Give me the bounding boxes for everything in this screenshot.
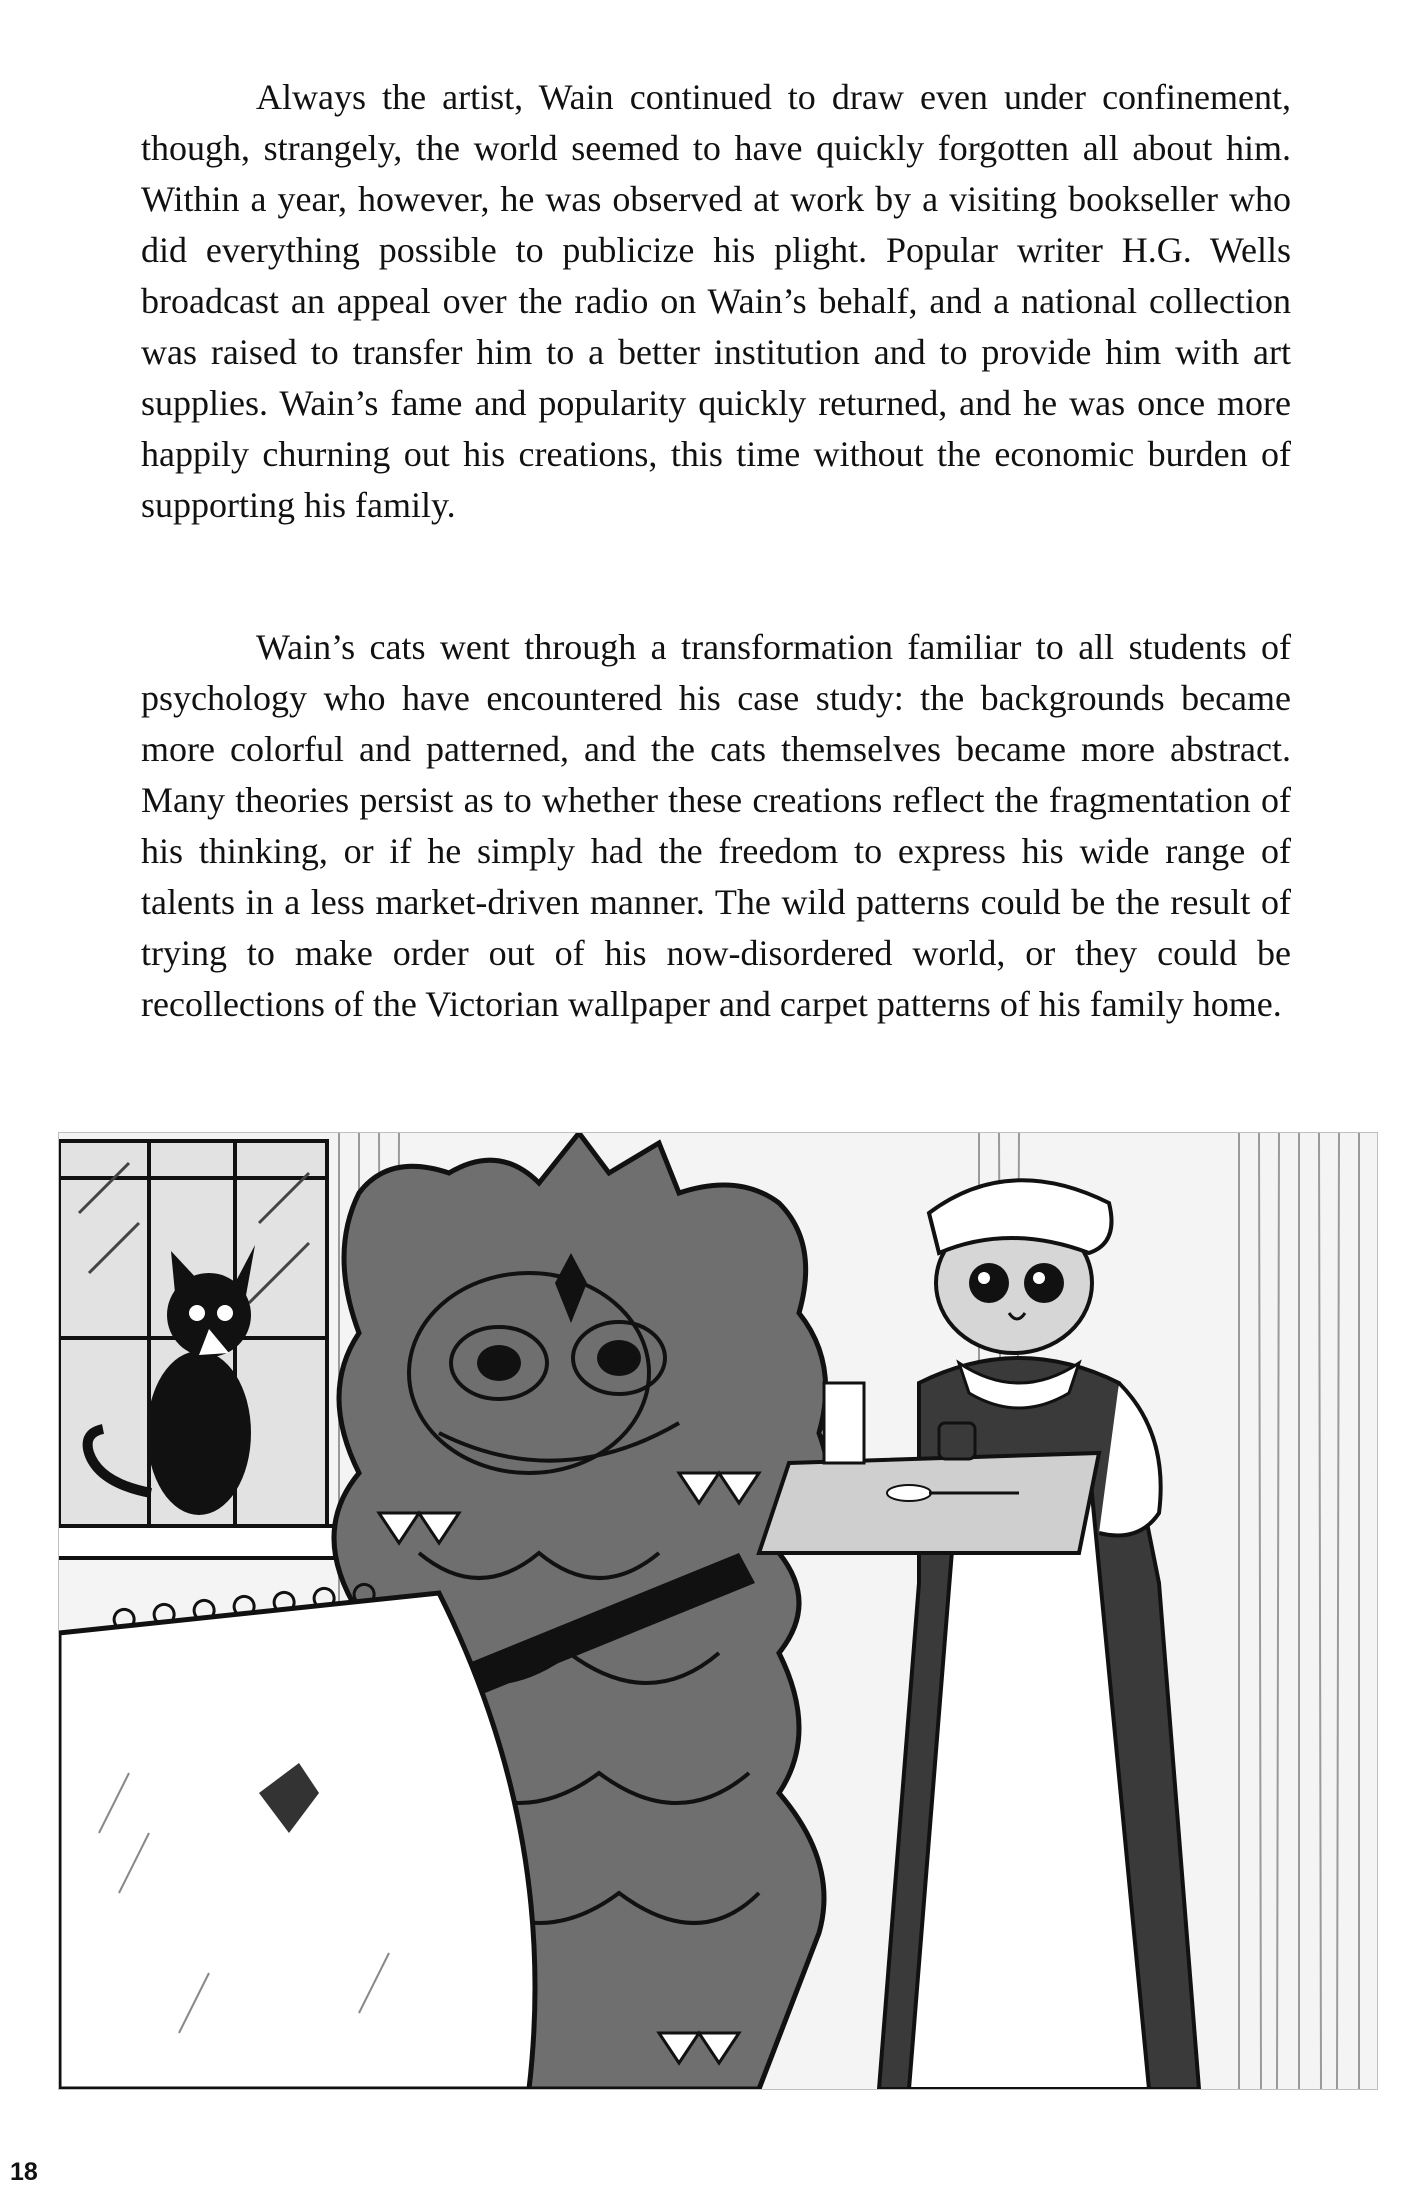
drawing-pad	[59, 1584, 535, 2089]
paragraph-1	[141, 72, 1291, 531]
paragraph-2	[141, 622, 1291, 1030]
paragraph-1-text: Always the artist, Wain continued to draw even under confinement, though, strangely, the world seemed to have quickly forgotten all about him. Within a year, however, he was observed at work by a visiting bookseller who did everything possible to publicize his plight. Popular writer H.G. Wells broadcast an appeal over the radio on Wain’s behalf, and a national collection was raised to transfer him to a better institution and to provide him with art supplies. Wain’s fame and popularity quickly returned, and he was once more happily churning out his creations, this time without the economic burden of supporting his family.	[141, 77, 1291, 525]
page-number: 18	[10, 2158, 38, 2186]
cat-illustration	[58, 1132, 1378, 2090]
paragraph-2-text: Wain’s cats went through a transformation familiar to all students of psychology who have encountered his case study: the backgrounds became more colorful and patterned, and the cats themselves became more abstract. Many theories persist as to whether these creations reflect the fragmentation of his thinking, or if he simply had the freedom to express his wide range of talents in a less market-driven manner. The wild patterns could be the result of trying to make order out of his now-disordered world, or they could be recollections of the Victorian wallpaper and carpet patterns of his family home.	[141, 627, 1291, 1024]
maid-cat	[759, 1180, 1199, 2089]
